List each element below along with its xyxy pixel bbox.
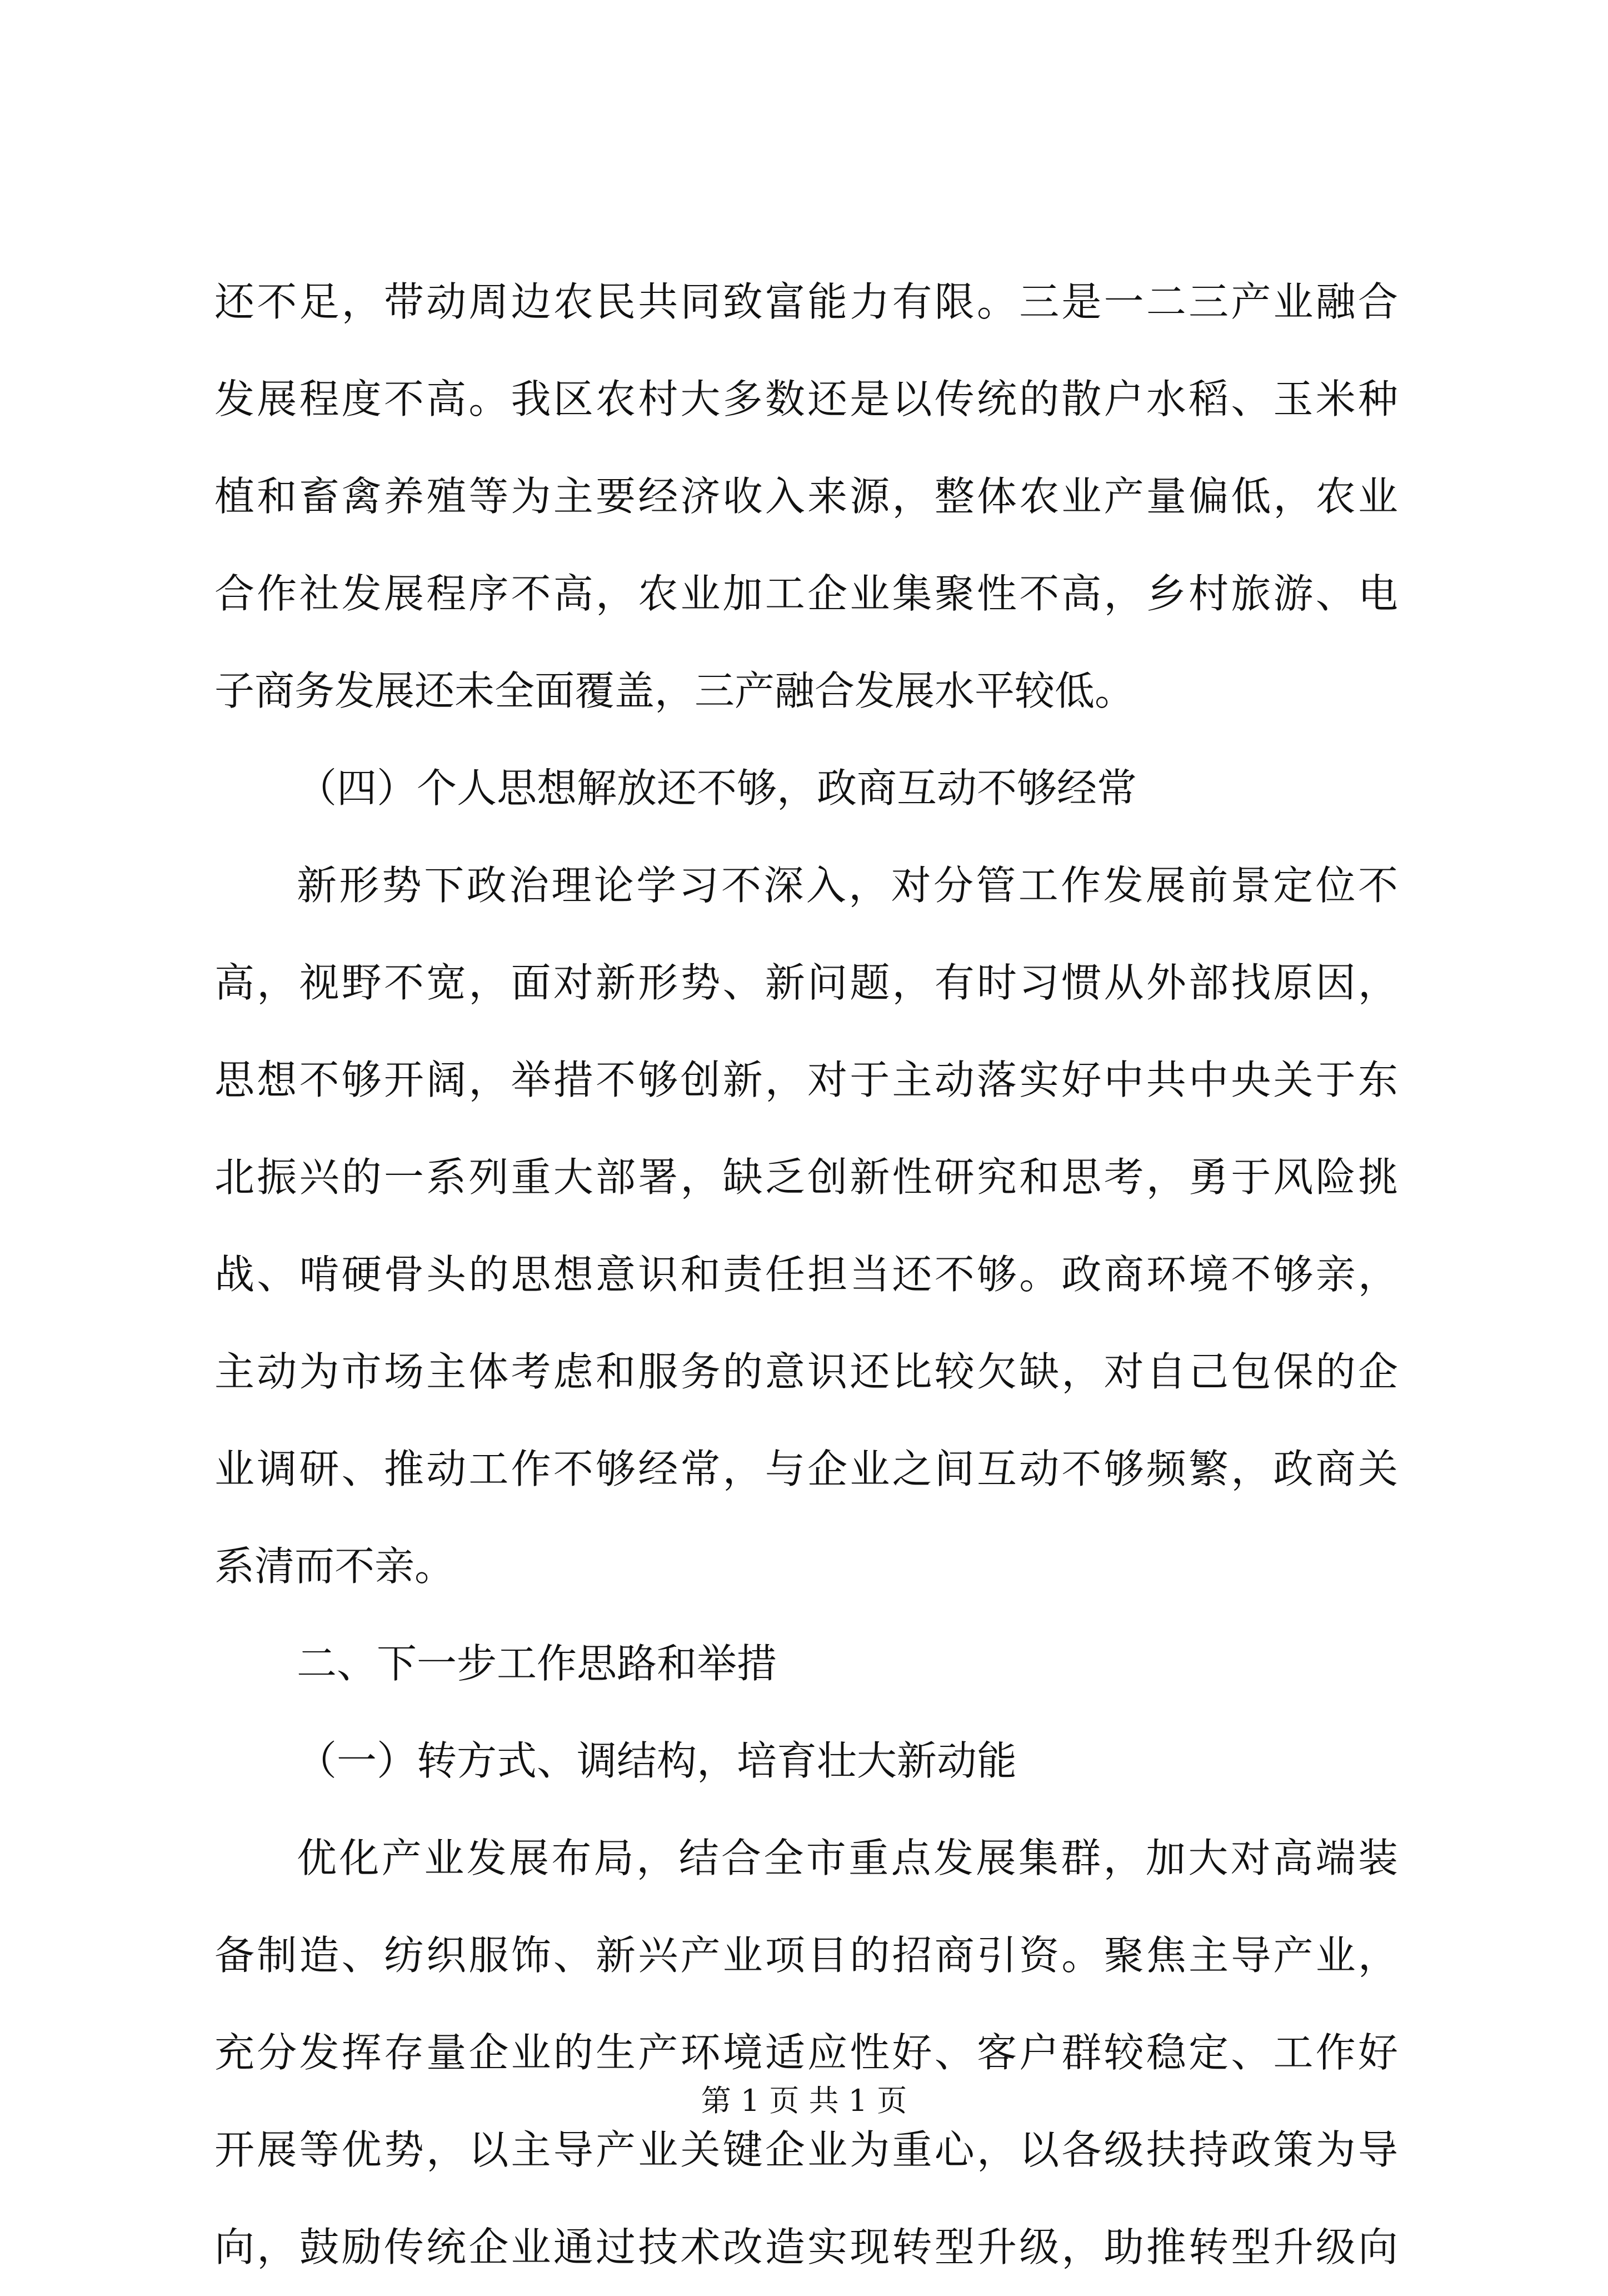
body-line-19: 充分发挥存量企业的生产环境适应性好、客户群较稳定、工作好 [214,2029,1398,2076]
body-line-10: 北振兴的一系列重大部署，缺乏创新性研究和思考，勇于风险挑 [214,1154,1398,1201]
body-line-18: 备制造、纺织服饰、新兴产业项目的招商引资。聚焦主导产业， [214,1932,1398,1979]
body-line-4: 合作社发展程序不高，农业加工企业集聚性不高，乡村旅游、电 [214,570,1398,617]
body-line-13: 业调研、推动工作不够经常，与企业之间互动不够频繁，政商关 [214,1446,1398,1492]
body-line-12: 主动为市场主体考虑和服务的意识还比较欠缺，对自己包保的企 [214,1348,1398,1395]
body-line-3: 植和畜禽养殖等为主要经济收入来源，整体农业产量偏低，农业 [214,473,1398,520]
page-footer: 第 1 页 共 1 页 [701,2083,907,2118]
body-line-1: 还不足，带动周边农民共同致富能力有限。三是一二三产业融合 [214,278,1398,325]
body-line-14: 系清而不亲。 [214,1543,455,1590]
section-heading-1: （一）转方式、调结构，培育壮大新动能 [297,1737,1017,1784]
document-body [214,253,1398,2296]
section-heading-4: （四）个人思想解放还不够，政商互动不够经常 [297,765,1137,811]
body-line-9: 思想不够开阔，举措不够创新，对于主动落实好中共中央关于东 [214,1057,1398,1103]
body-line-21: 向，鼓励传统企业通过技术改造实现转型升级，助推转型升级向 [214,2224,1398,2270]
body-line-8: 高，视野不宽，面对新形势、新问题，有时习惯从外部找原因， [214,959,1398,1006]
body-line-7: 新形势下政治理论学习不深入，对分管工作发展前景定位不 [297,862,1398,909]
body-line-5: 子商务发展还未全面覆盖，三产融合发展水平较低。 [214,668,1135,714]
body-line-11: 战、啃硬骨头的思想意识和责任担当还不够。政商环境不够亲， [214,1251,1398,1298]
chapter-heading-2: 二、下一步工作思路和举措 [297,1640,777,1687]
body-line-17: 优化产业发展布局，结合全市重点发展集群，加大对高端装 [297,1835,1398,1881]
body-line-2: 发展程度不高。我区农村大多数还是以传统的散户水稻、玉米种 [214,376,1398,422]
body-line-20: 开展等优势，以主导产业关键企业为重心，以各级扶持政策为导 [214,2126,1398,2173]
